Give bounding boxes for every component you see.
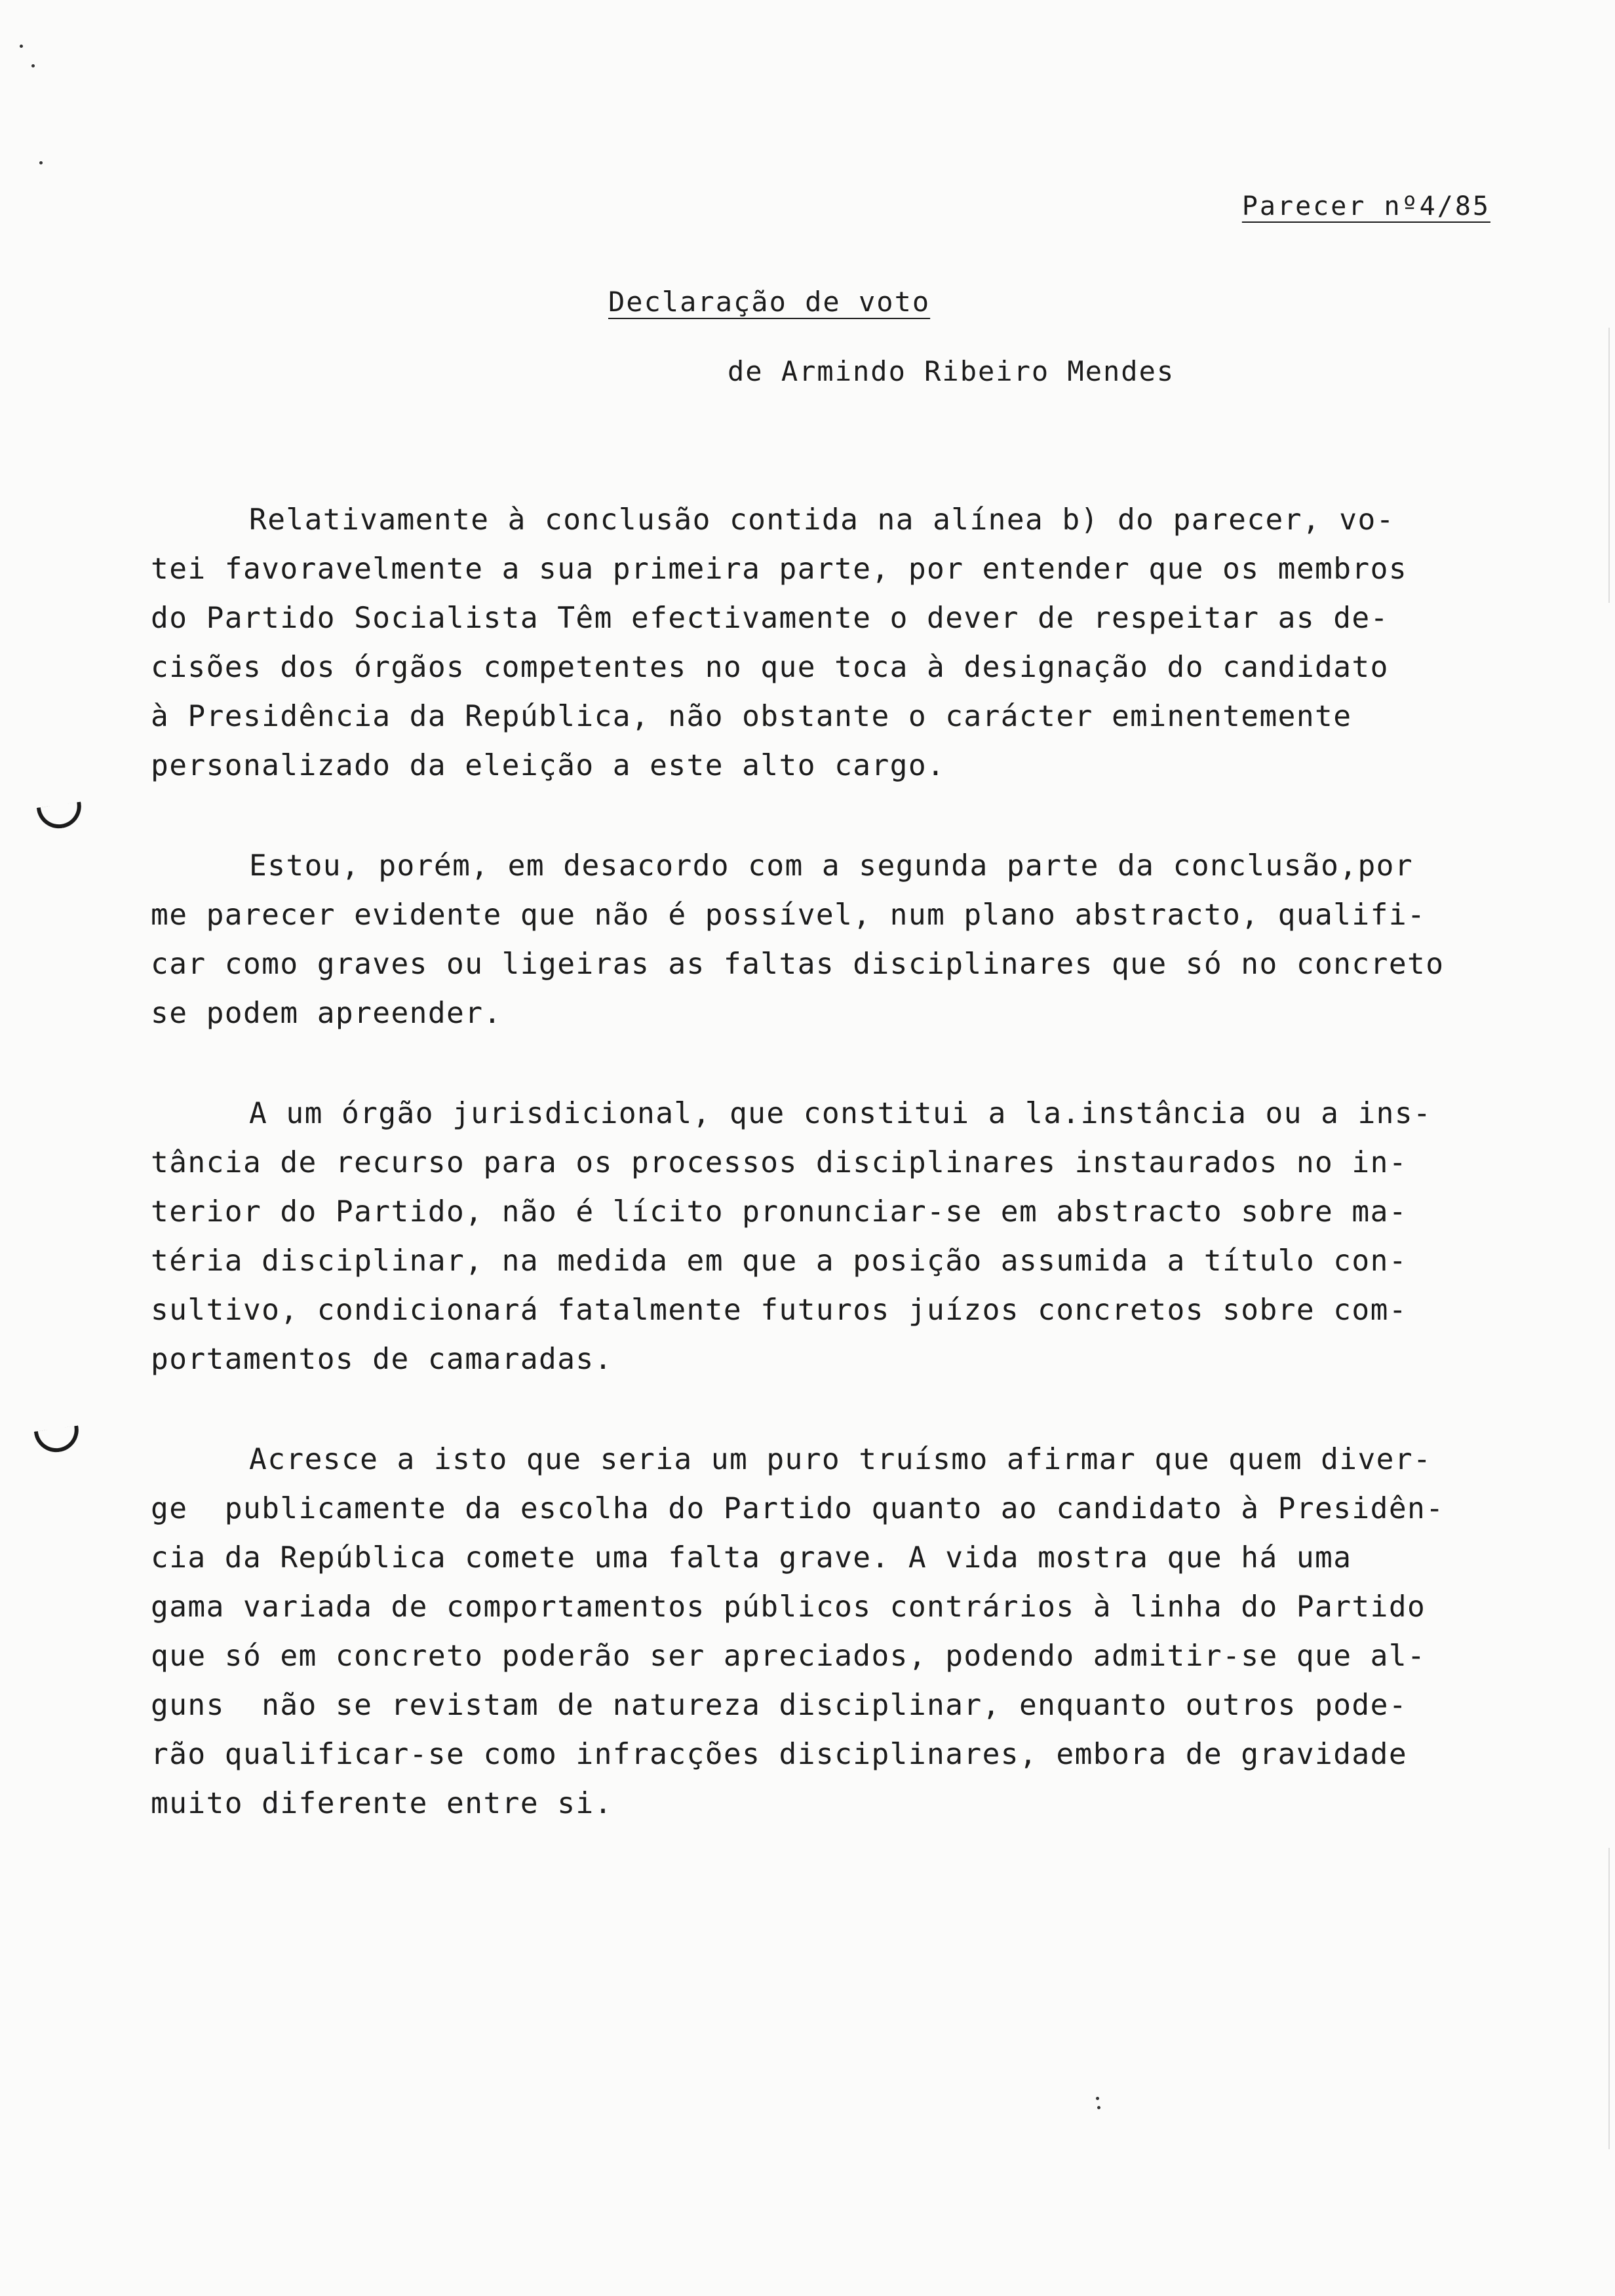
text-line: car como graves ou ligeiras as faltas disciplinares que só no concreto: [151, 947, 1445, 981]
text-line: A um órgão jurisdicional, que constitui a la.instância ou a ins-: [249, 1097, 1432, 1130]
text-line: Acresce a isto que seria um puro truísmo afirmar que quem diver-: [249, 1443, 1432, 1476]
paragraph-4: [151, 1435, 1521, 1828]
scan-speck: [31, 64, 35, 67]
paragraph-2: [151, 841, 1521, 1038]
handwritten-mark: [34, 1425, 81, 1455]
scan-edge-line: [1608, 328, 1610, 603]
scan-speck: [1096, 2097, 1099, 2100]
scan-speck: [39, 161, 43, 164]
text-line: personalizado da eleição a este alto cargo.: [151, 749, 946, 782]
text-line: Estou, porém, em desacordo com a segunda parte da conclusão,por: [249, 849, 1414, 883]
text-line: ge publicamente da escolha do Partido quanto ao candidato à Presidên-: [151, 1492, 1445, 1525]
text-line: Relativamente à conclusão contida na alínea b) do parecer, vo-: [249, 503, 1395, 537]
text-line: muito diferente entre si.: [151, 1787, 613, 1820]
text-line: à Presidência da República, não obstante o carácter eminentemente: [151, 700, 1352, 733]
text-line: sultivo, condicionará fatalmente futuros juízos concretos sobre com-: [151, 1293, 1408, 1327]
text-line: se podem apreender.: [151, 997, 502, 1030]
text-line: tância de recurso para os processos disciplinares instaurados no in-: [151, 1146, 1408, 1179]
text-line: cia da República comete uma falta grave. A vida mostra que há uma: [151, 1541, 1352, 1575]
paragraph-1: [151, 495, 1521, 790]
text-line: me parecer evidente que não é possível, num plano abstracto, qualifi-: [151, 898, 1426, 932]
document-body: [151, 495, 1521, 1879]
text-line: gama variada de comportamentos públicos contrários à linha do Partido: [151, 1590, 1426, 1624]
text-line: tei favoravelmente a sua primeira parte, por entender que os membros: [151, 552, 1408, 586]
text-line: do Partido Socialista Têm efectivamente o dever de respeitar as de-: [151, 602, 1389, 635]
scan-speck: [1097, 2106, 1100, 2109]
document-reference: Parecer nº4/85: [1241, 191, 1490, 221]
text-line: portamentos de camaradas.: [151, 1343, 613, 1376]
text-line: terior do Partido, não é lícito pronunciar-se em abstracto sobre ma-: [151, 1195, 1408, 1229]
scan-speck: [20, 45, 23, 48]
text-line: que só em concreto poderão ser apreciados, podendo admitir-se que al-: [151, 1639, 1426, 1673]
document-author: de Armindo Ribeiro Mendes: [728, 355, 1175, 387]
paragraph-3: [151, 1089, 1521, 1384]
document-title: Declaração de voto: [608, 286, 931, 318]
handwritten-mark: [37, 801, 84, 831]
scan-edge-line: [1608, 1848, 1610, 2149]
text-line: guns não se revistam de natureza disciplinar, enquanto outros pode-: [151, 1689, 1408, 1722]
text-line: rão qualificar-se como infracções disciplinares, embora de gravidade: [151, 1738, 1408, 1771]
text-line: cisões dos órgãos competentes no que toca à designação do candidato: [151, 651, 1389, 684]
text-line: téria disciplinar, na medida em que a posição assumida a título con-: [151, 1244, 1408, 1278]
